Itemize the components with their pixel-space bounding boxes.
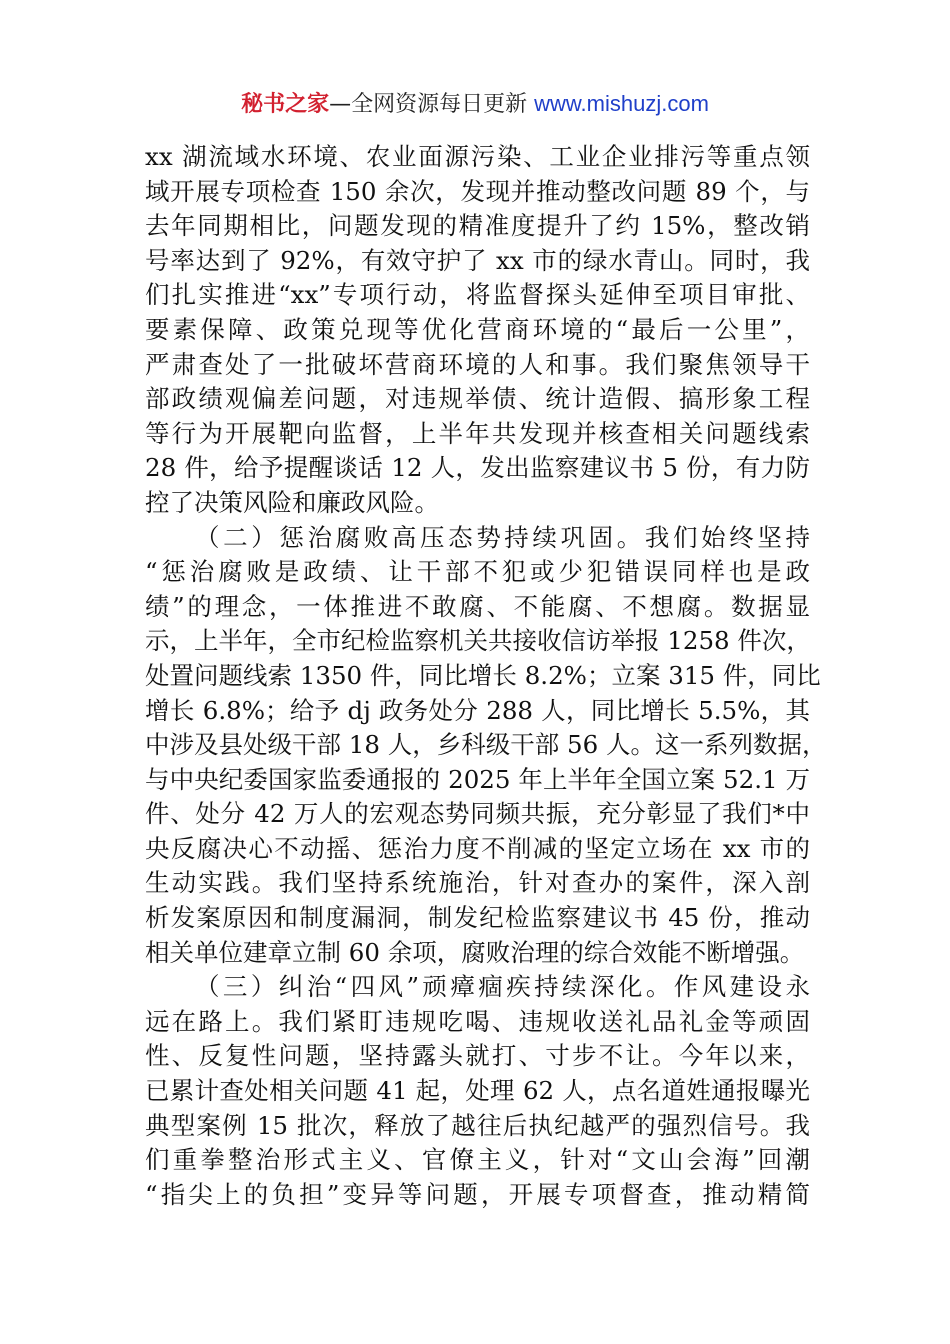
text-line: “指尖上的负担”变异等问题，开展专项督查，推动精简	[145, 1179, 810, 1209]
text-line: 们扎实推进“xx”专项行动，将监督探头延伸至项目审批、	[145, 280, 810, 310]
text-line: 性、反复性问题，坚持露头就打、寸步不让。今年以来，	[145, 1041, 810, 1071]
site-brand: 秘书之家	[241, 92, 330, 117]
text-line: 号率达到了 92%，有效守护了 xx 市的绿水青山。同时，我	[145, 245, 810, 275]
text-line: 增长 6.8%；给予 dj 政务处分 288 人，同比增长 5.5%，其	[145, 695, 810, 725]
text-line: 处置问题线索 1350 件，同比增长 8.2%；立案 315 件，同比	[145, 660, 821, 690]
text-line: “惩治腐败是政绩、让干部不犯或少犯错误同样也是政	[145, 557, 810, 587]
site-header	[0, 88, 950, 121]
document-body	[145, 140, 827, 1212]
text-line: xx 湖流域水环境、农业面源污染、工业企业排污等重点领	[145, 142, 810, 171]
text-line: 域开展专项检查 150 余次，发现并推动整改问题 89 个，与	[145, 176, 810, 206]
text-line: 们重拳整治形式主义、官僚主义，针对“文山会海”回潮	[145, 1145, 810, 1175]
text-line: 要素保障、政策兑现等优化营商环境的“最后一公里”，	[145, 314, 810, 344]
text-line: 相关单位建章立制 60 余项，腐败治理的综合效能不断增强。	[145, 937, 805, 967]
site-tagline: —全网资源每日更新	[329, 92, 535, 117]
text-line: 严肃查处了一批破坏营商环境的人和事。我们聚焦领导干	[145, 349, 810, 379]
text-line: 中涉及县处级干部 18 人，乡科级干部 56 人。这一系列数据，	[145, 730, 827, 760]
text-line: 示，上半年，全市纪检监察机关共接收信访举报 1258 件次，	[145, 626, 811, 656]
text-line: 已累计查处相关问题 41 起，处理 62 人，点名道姓通报曝光	[145, 1076, 810, 1106]
text-line: 析发案原因和制度漏洞，制发纪检监察建议书 45 份，推动	[145, 903, 810, 933]
text-line: 生动实践。我们坚持系统施治，针对查办的案件，深入剖	[145, 868, 810, 898]
text-line: 典型案例 15 批次，释放了越往后执纪越严的强烈信号。我	[145, 1110, 810, 1140]
text-line: 绩”的理念，一体推进不敢腐、不能腐、不想腐。数据显	[145, 591, 810, 621]
text-line: 部政绩观偏差问题，对违规举债、统计造假、搞形象工程	[145, 384, 810, 414]
text-line: 远在路上。我们紧盯违规吃喝、违规收送礼品礼金等顽固	[145, 1006, 810, 1036]
text-line: 去年同期相比，问题发现的精准度提升了约 15%，整改销	[145, 211, 810, 241]
text-line: 央反腐决心不动摇、惩治力度不削减的坚定立场在 xx 市的	[145, 833, 810, 863]
text-line: 等行为开展靶向监督，上半年共发现并核查相关问题线索	[145, 418, 810, 448]
section-heading-line: （二）惩治腐败高压态势持续巩固。我们始终坚持	[195, 522, 810, 552]
site-url-link[interactable]: www.mishuzj.com	[534, 91, 709, 116]
text-line: 与中央纪委国家监委通报的 2025 年上半年全国立案 52.1 万	[145, 764, 810, 794]
text-line: 件、处分 42 万人的宏观态势同频共振，充分彰显了我们*中	[145, 799, 810, 829]
text-line: 28 件，给予提醒谈话 12 人，发出监察建议书 5 份，有力防	[145, 453, 810, 483]
text-line: 控了决策风险和廉政风险。	[145, 487, 439, 517]
section-heading-line: （三）纠治“四风”顽瘴痼疾持续深化。作风建设永	[195, 972, 810, 1002]
